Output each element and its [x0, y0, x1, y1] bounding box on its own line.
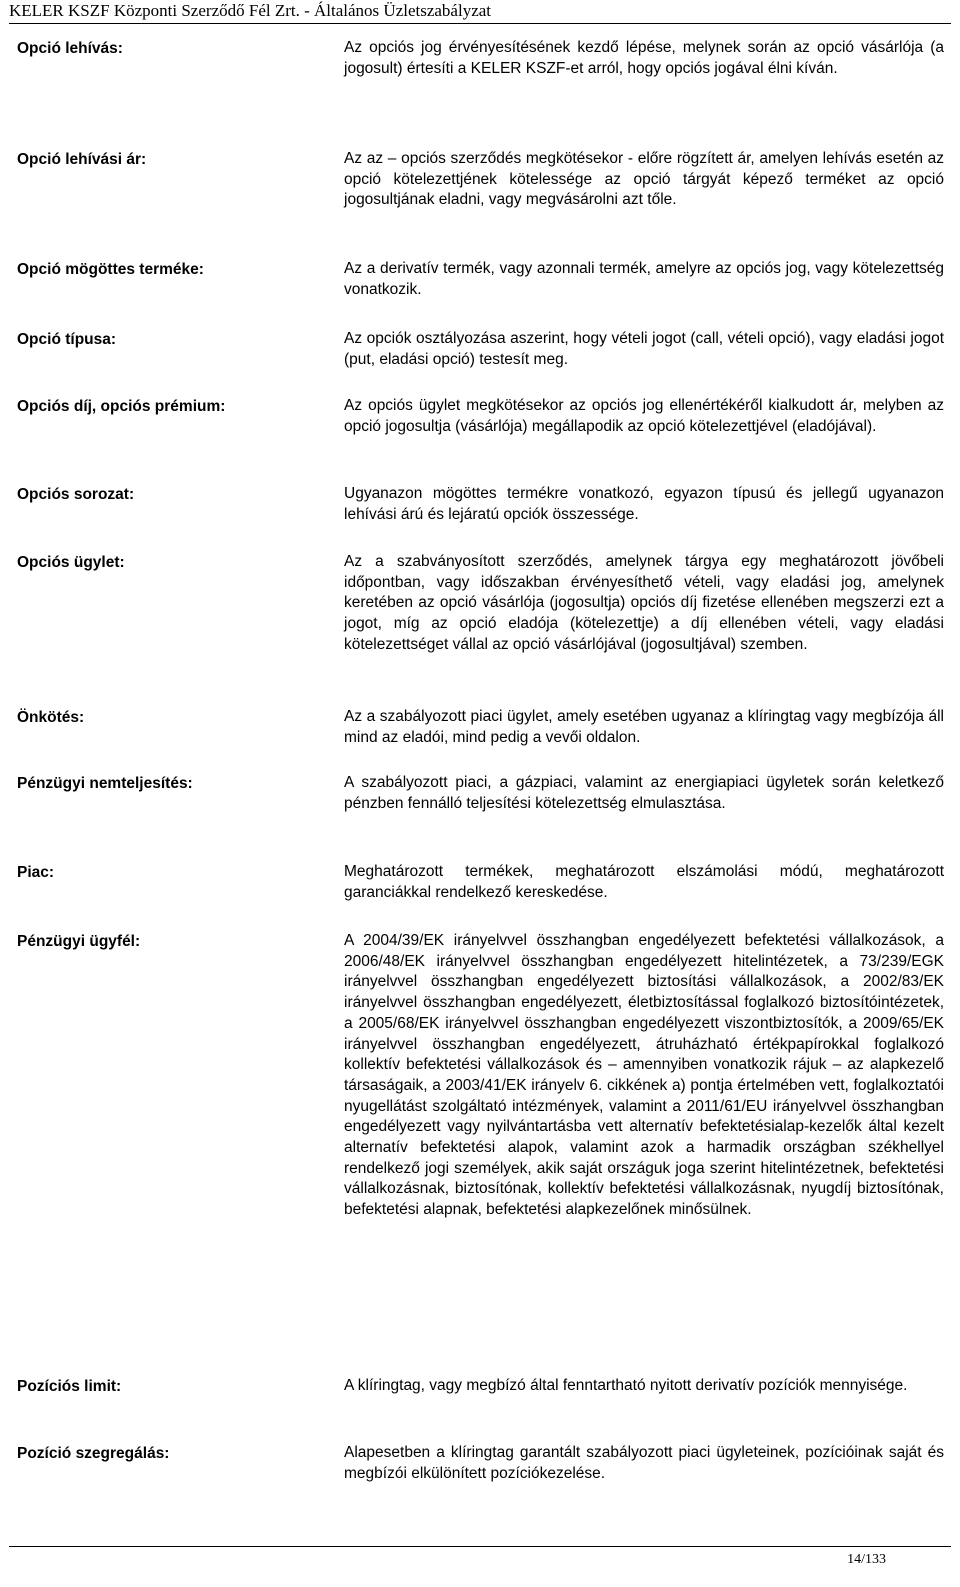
definition-text: Az opciós ügylet megkötésekor az opciós jog ellenértékéről kialkudott ár, melyben az opció jogosultja (vásárlója) megállapodik az opció kötelezettjével (eladójával).: [344, 397, 944, 435]
definition-term: Opciós sorozat:: [17, 486, 135, 503]
document-title: KELER KSZF Központi Szerződő Fél Zrt. - Általános Üzletszabályzat: [9, 1, 492, 20]
definition-text: Az a szabályozott piaci ügylet, amely esetében ugyanaz a klíringtag vagy megbízója áll mind az eladói, mind pedig a vevői oldalon.: [344, 708, 944, 746]
definition-text: A 2004/39/EK irányelvvel összhangban engedélyezett befektetési vállalkozások, a 2006/48/EK irányelvvel összhangban engedélyezett hitelintézetek, a 73/239/EGK irányelvvel összhangban engedélyezett biztosítási vállalkozások, a 2002/83/EK irányelvvel összhangban engedélyezett, életbiztosítással foglalkozó biztosítóintézetek, a 2005/68/EK irányelvvel összhangban engedélyezett viszontbiztosítók, a 2009/65/EK irányelvvel összhangban engedélyezett, átruházható értékpapírokkal foglalkozó kollektív befektetési vállalkozások és – amennyiben vonatkozik rájuk – az alapkezelő társaságaik, a 2003/41/EK irányelv 6. cikkének a) pontja értelmében vett, foglalkoztatói nyugellátást szolgáltató intézmények, valamint a 2011/61/EU irányelvvel összhangban engedélyezett vagy nyilvántartásba vett alternatív befektetésialap-kezelők által kezelt alternatív befektetési alapok, valamint azok a harmadik országban székhellyel rendelkező jogi személyek, akik saját országuk joga szerint hitelintézetnek, befektetési vállalkozásnak, biztosítónak, kollektív befektetési vállalkozásnak, nyugdíj biztosítónak, befektetési alapnak, befektetési alapkezelőnek minősülnek.: [344, 932, 944, 1219]
header-divider: [9, 23, 951, 24]
footer-divider: [9, 1546, 951, 1547]
definition-term: Opció lehívás:: [17, 40, 123, 57]
definition-term: Piac:: [17, 864, 55, 881]
definition-term: Pozíciós limit:: [17, 1378, 122, 1395]
definition-term: Pénzügyi ügyfél:: [17, 933, 141, 950]
definition-text: Az a derivatív termék, vagy azonnali termék, amelyre az opciós jog, vagy kötelezettség vonatkozik.: [344, 260, 944, 298]
definition-text: Alapesetben a klíringtag garantált szabályozott piaci ügyleteinek, pozícióinak saját és megbízói elkülönített pozíciókezelése.: [344, 1444, 944, 1482]
definition-term: Opciós díj, opciós prémium:: [17, 398, 226, 415]
definition-term: Pénzügyi nemteljesítés:: [17, 775, 193, 792]
definition-term: Pozíció szegregálás:: [17, 1445, 170, 1462]
definition-text: Az a szabványosított szerződés, amelynek tárgya egy meghatározott jövőbeli időpontban, vagy időszakban érvényesíthető vételi, vagy eladási jog, amelynek keretében az opció vásárlója (jogosultja) opciós díj fizetése ellenében megszerzi ezt a jogot, míg az opció eladója (kötelezettje) a díj ellenében vételi, vagy eladási kötelezettséget vállal az opció vásárlójával (jogosultjával) szemben.: [344, 553, 944, 653]
page-number: 14/133: [847, 1552, 886, 1567]
definition-text: Ugyanazon mögöttes termékre vonatkozó, egyazon típusú és jellegű ugyanazon lehívási árú és lejáratú opciók összessége.: [344, 485, 944, 523]
definition-term: Opciós ügylet:: [17, 554, 125, 571]
definition-term: Opció mögöttes terméke:: [17, 261, 204, 278]
definition-text: Az az – opciós szerződés megkötésekor - előre rögzített ár, amelyen lehívás esetén az opció kötelezettjének kötelessége az opció tárgyát képező terméket az opció jogosultjának eladni, vagy megvásárolni azt tőle.: [344, 150, 944, 209]
definition-text: Az opciós jog érvényesítésének kezdő lépése, melynek során az opció vásárlója (a jogosult) értesíti a KELER KSZF-et arról, hogy opciós jogával élni kíván.: [344, 39, 944, 77]
definition-term: Opció típusa:: [17, 331, 117, 348]
definition-text: A szabályozott piaci, a gázpiaci, valamint az energiapiaci ügyletek során keletkező pénzben fennálló teljesítési kötelezettség elmulasztása.: [344, 774, 944, 812]
definition-term: Opció lehívási ár:: [17, 151, 147, 168]
definition-text: Az opciók osztályozása aszerint, hogy vételi jogot (call, vételi opció), vagy eladási jogot (put, eladási opció) testesít meg.: [344, 330, 944, 368]
definition-term: Önkötés:: [17, 709, 85, 726]
definition-text: A klíringtag, vagy megbízó által fenntartható nyitott derivatív pozíciók mennyisége.: [344, 1377, 908, 1394]
definition-text: Meghatározott termékek, meghatározott elszámolási módú, meghatározott garanciákkal rendelkező kereskedése.: [344, 863, 944, 901]
